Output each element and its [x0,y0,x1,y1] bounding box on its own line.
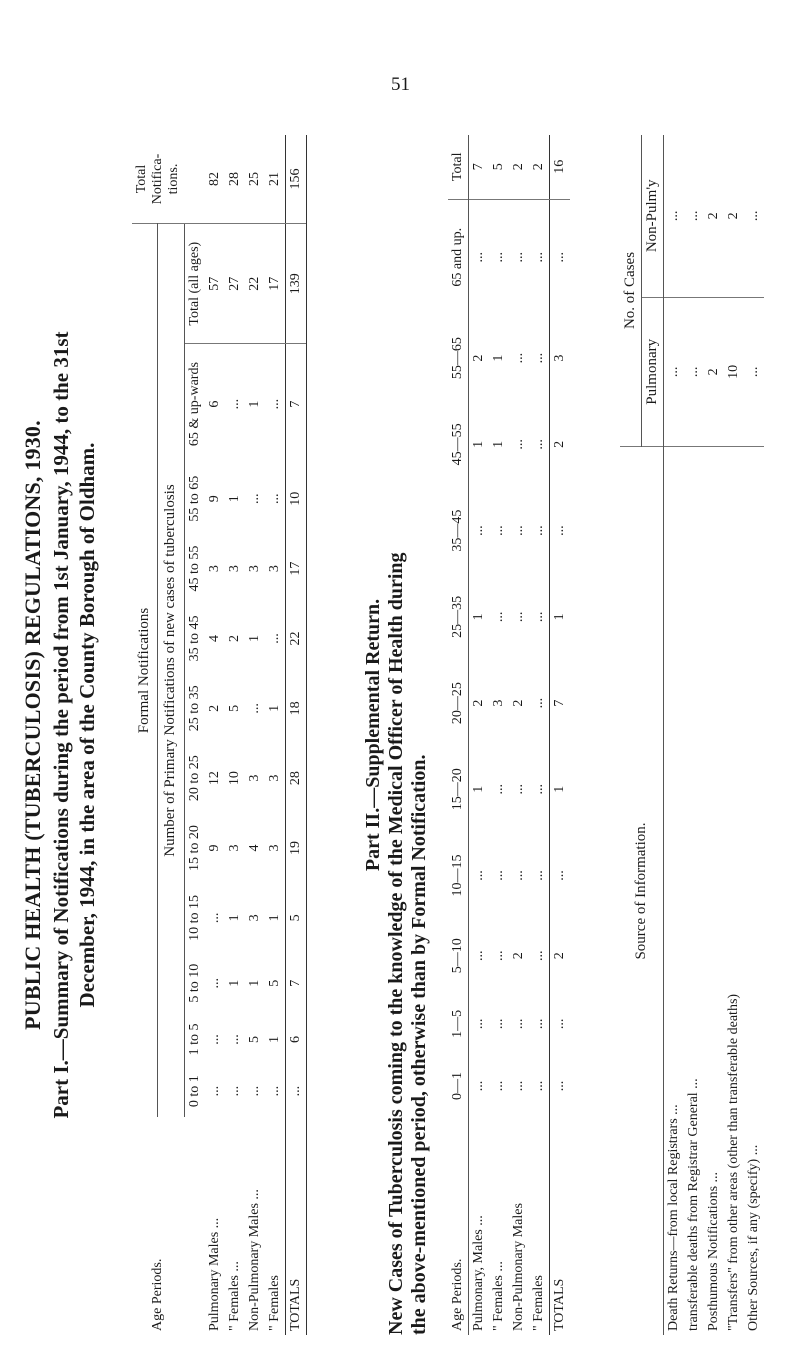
cell: 3 [491,699,506,707]
totals-cell: 6 [285,1014,306,1066]
cell: 2 [471,354,486,362]
age-col-header: 35 to 45 [186,615,202,662]
cell: ... [511,784,526,795]
age-col-header: 65 & up-wards [186,362,202,447]
cell: 12 [206,771,222,786]
pulmonary-count: 10 [724,297,744,446]
cell: ... [246,1085,262,1097]
part1-title: PUBLIC HEALTH (TUBERCULOSIS) REGULATIONS, 1930. [20,420,45,1030]
cell: ... [206,977,222,989]
totals-label: TOTALS [285,1117,306,1335]
nonpulmonary-count: 2 [724,135,744,297]
cell: 5 [226,704,242,712]
cell: ... [266,633,282,644]
cell: 1 [491,440,506,448]
cell: ... [471,1018,486,1030]
cell: ... [206,1034,222,1045]
totals-cell: 1 [550,574,571,660]
totals-cell: ... [550,487,571,573]
source-label: Other Sources, if any (specify) ... [746,1144,761,1331]
source-label: Death Returns—from local Registrars ... [666,1104,681,1331]
table-row [245,135,265,1335]
cell: ... [471,525,486,536]
cell: ... [531,1080,546,1092]
cell: 3 [246,774,262,782]
totals-cell: 7 [285,344,306,464]
age-col-header: 0—1 [448,1055,469,1117]
cell-total: 21 [265,135,286,224]
source-header: Source of Information. [620,447,664,1336]
pulmonary-count: ... [744,297,764,446]
part2-body [469,135,571,1335]
row-label: Non-Pulmonary Males [511,1203,526,1331]
cell: ... [246,493,262,504]
cell: 2 [206,704,222,712]
age-col-header: 25 to 35 [186,685,202,732]
table-row [509,135,529,1335]
cell: ... [491,950,506,961]
cell: ... [471,1080,486,1092]
age-col-header: Total [448,135,469,199]
cell: ... [491,252,506,263]
source-label: transferable deaths from Registrar General ... [686,1078,701,1331]
pulmonary-header: Pulmonary [642,297,664,446]
cell: 1 [471,440,486,448]
cell: ... [531,352,546,364]
cell: 4 [246,844,262,852]
cell: 3 [266,774,282,782]
cell: 2 [511,699,526,707]
cell: 1 [226,495,242,503]
age-col-header: 5—10 [448,919,469,993]
part2-table [448,135,570,1335]
totals-cell: 3 [550,315,571,401]
source-row [664,135,685,1335]
cell: 3 [226,844,242,852]
spacer [184,1117,205,1335]
cell: ... [531,252,546,263]
cell: ... [266,1085,282,1097]
totals-cell: ... [550,993,571,1055]
cell: ... [491,1018,506,1030]
cell: 4 [206,634,222,642]
cell: ... [531,525,546,536]
source-row [744,135,764,1335]
cell: 3 [266,565,282,573]
part2-subtitle-1: New Cases of Tuberculosis coming to the knowledge of the Medical Officer of Health during [385,552,407,1335]
totals-cell: 16 [550,135,571,199]
cell-total: 82 [205,135,225,224]
totals-cell: 18 [285,673,306,743]
cell: ... [491,525,506,536]
cell: ... [511,611,526,623]
age-col-header: 20—25 [448,660,469,746]
cell: 5 [266,979,282,987]
totals-cell: 2 [550,919,571,993]
totals-cell: 17 [285,534,306,604]
age-col-header: 65 and up. [448,199,469,315]
cell: ... [531,870,546,881]
part1-table [132,135,307,1335]
totals-cell: ... [550,199,571,315]
pulmonary-count: 2 [704,297,724,446]
cell: 6 [206,400,222,408]
cell: 1 [246,979,262,987]
cell: 1 [246,634,262,642]
totals-cell: 19 [285,813,306,883]
source-label: Posthumous Notifications ... [706,1171,721,1331]
cell: 22 [245,224,265,344]
sources-body [664,135,765,1335]
totals-row [285,135,306,1335]
cell: 2 [511,952,526,960]
age-periods-header: Age Periods. [448,1117,469,1335]
sources-table [620,135,764,1335]
totals-cell: 5 [285,883,306,953]
part2-header-row [448,135,469,1335]
age-col-header: 25—35 [448,574,469,660]
part1-subtitle-1: Part I.—Summary of Notifications during the period from 1st January, 1944, to the 31st [49,331,73,1119]
cell: 2 [226,634,242,642]
cell: ... [491,784,506,795]
table-row [225,135,245,1335]
totals-cell: 139 [285,224,306,344]
total-notifications-header: Total Notifica-tions. [132,135,184,224]
cell: 3 [246,914,262,922]
cell: ... [226,1085,242,1097]
cell: 17 [265,224,286,344]
cell: 1 [266,704,282,712]
cell: 10 [226,771,242,786]
cell: ... [246,703,262,714]
cell: ... [511,870,526,881]
row-label: " Females [531,1275,546,1331]
cell: 1 [226,979,242,987]
totals-cell: ... [285,1065,306,1117]
age-col-header: 10—15 [448,832,469,918]
cell: 1 [266,914,282,922]
table-row [265,135,286,1335]
source-row [704,135,724,1335]
totals-grand: 156 [285,135,306,224]
age-col-header: 0 to 1 [186,1075,202,1108]
cell: 9 [206,844,222,852]
source-row [724,135,744,1335]
cell: ... [511,252,526,263]
age-col-header: 15 to 20 [186,825,202,871]
table-row [205,135,225,1335]
source-label: "Transfers" from other areas (other than transferable deaths) [726,993,741,1331]
rotated-content [20,115,780,1335]
cell: ... [531,950,546,961]
primary-notifications-header: Number of Primary Notifications of new cases of tuberculosis [158,224,184,1118]
cell: ... [266,493,282,504]
nonpulmonary-count: ... [744,135,764,297]
source-row [684,135,704,1335]
cell: 3 [246,565,262,573]
totals-cell: ... [550,1055,571,1117]
table-row [469,135,490,1335]
spacer [184,135,205,224]
table-row [529,135,550,1335]
age-col-header: 20 to 25 [186,755,202,802]
age-col-header: 1—5 [448,993,469,1055]
age-col-header: 45 to 55 [186,545,202,592]
cell: ... [471,252,486,263]
nonpulmonary-count: ... [664,135,685,297]
page-number: 51 [391,74,410,95]
totals-cell: 10 [285,464,306,534]
cell: 2 [529,135,550,199]
cell: ... [511,352,526,364]
age-col-header: 55—65 [448,315,469,401]
totals-cell: 7 [550,660,571,746]
totals-row [550,135,571,1335]
cell: ... [206,912,222,924]
cell: ... [491,870,506,881]
cell: 2 [471,699,486,707]
age-col-header: 35—45 [448,487,469,573]
cell: 1 [491,354,506,362]
cell: 3 [226,565,242,573]
cell: 2 [509,135,529,199]
age-col-header: 1 to 5 [186,1023,202,1056]
cell: 3 [266,844,282,852]
cell: 3 [206,565,222,573]
table-row [489,135,509,1335]
nonpulmonary-header: Non-Pulm'y [642,135,664,297]
pulmonary-count: ... [684,297,704,446]
cell: 1 [246,400,262,408]
cell: ... [531,784,546,795]
age-col-header: 55 to 65 [186,475,202,522]
cell: ... [511,439,526,450]
cell: ... [471,870,486,881]
cell-total: 25 [245,135,265,224]
cell: 27 [225,224,245,344]
formal-notifications-header: Formal Notifications [132,224,158,1118]
part1-body [205,135,307,1335]
age-col-header: Total (all ages) [184,224,205,344]
cell: ... [511,1018,526,1030]
cell: 5 [246,1035,262,1043]
part1-titles [20,115,101,1335]
cell: 7 [469,135,490,199]
totals-cell: 7 [285,953,306,1014]
cell: 9 [206,495,222,503]
part2-titles [362,135,431,1335]
cell: ... [531,697,546,709]
row-label: " Females ... [226,1261,242,1331]
age-col-header: 5 to 10 [186,963,202,1003]
cell: ... [471,950,486,961]
totals-cell: 2 [550,401,571,487]
age-periods-header: Age Periods. [150,1258,165,1331]
totals-cell: 22 [285,604,306,674]
row-label: " Females [266,1275,282,1331]
row-label: Non-Pulmonary Males ... [246,1189,262,1331]
cell: ... [531,1018,546,1030]
cell: ... [226,398,242,410]
cell: 1 [266,1035,282,1043]
part2-subtitle-2: the above-mentioned period, otherwise than by Formal Notification. [408,754,430,1335]
cell: 5 [489,135,509,199]
cell: ... [226,1034,242,1045]
cell: ... [531,439,546,450]
age-col-header: 10 to 15 [186,894,202,941]
pulmonary-count: ... [664,297,685,446]
row-label: Pulmonary Males ... [206,1217,222,1331]
cell: ... [511,525,526,536]
totals-cell: 28 [285,743,306,813]
row-label: " Females ... [491,1261,506,1331]
nonpulmonary-count: 2 [704,135,724,297]
totals-cell: 1 [550,746,571,832]
totals-label: TOTALS [550,1117,571,1335]
cell: ... [491,611,506,623]
nonpulmonary-count: ... [684,135,704,297]
cell: ... [206,1085,222,1097]
part2-title: Part II.—Supplemental Return. [362,598,384,872]
cell: 57 [205,224,225,344]
row-label: Pulmonary, Males ... [471,1215,486,1331]
age-col-header: 45—55 [448,401,469,487]
cases-header: No. of Cases [620,135,642,447]
totals-cell: ... [550,832,571,918]
age-col-header: 15—20 [448,746,469,832]
cell: ... [531,611,546,623]
cell: ... [491,1080,506,1092]
cell: 1 [471,785,486,793]
cell: 1 [226,914,242,922]
cell: ... [511,1080,526,1092]
part1-subtitle-2: December, 1944, in the area of the County Borough of Oldham. [75,442,100,1008]
cell: 1 [471,613,486,621]
cell: ... [266,398,282,410]
cell-total: 28 [225,135,245,224]
